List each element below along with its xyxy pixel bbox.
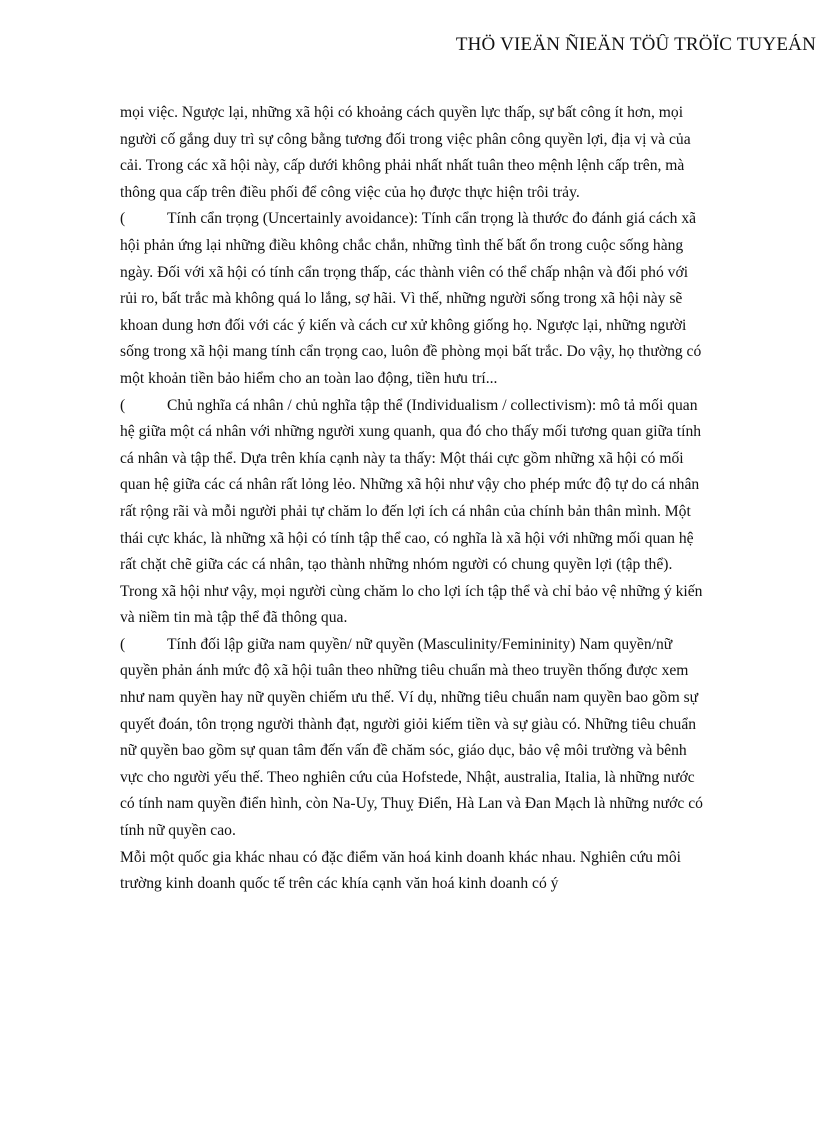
document-body — [120, 100, 705, 898]
bullet-marker: ( — [120, 635, 126, 653]
paragraph-masculinity — [120, 632, 705, 845]
bullet-marker: ( — [120, 210, 126, 228]
page-header: THÖ VIEÄN ÑIEÄN TÖÛ TRÖÏC TUYEÁN — [455, 34, 816, 55]
paragraph-intro: mọi việc. Ngược lại, những xã hội có khoảng cách quyền lực thấp, sự bất công ít hơn, mọi người cố gắng duy trì sự công bằng tương đối trong việc phân công quyền lợi, địa vị và của cải. Trong các xã hội này, cấp dưới không phải nhất nhất tuân theo mệnh lệnh cấp trên, mà thông qua cấp trên điều phối để công việc của họ được thực hiện trôi trảy. — [120, 104, 691, 201]
paragraph-uncertainty-avoidance — [120, 206, 705, 392]
bullet-marker: ( — [120, 396, 126, 414]
bullet-text: Tính đối lập giữa nam quyền/ nữ quyền (Masculinity/Femininity) Nam quyền/nữ quyền phản ánh mức độ xã hội tuân theo những tiêu chuẩn mà theo truyền thống được xem như nam quyền hay nữ quyền chiếm ưu thế. Ví dụ, những tiêu chuẩn nam quyền bao gồm sự quyết đoán, tôn trọng người thành đạt, người giỏi kiếm tiền và sự giàu có. Những tiêu chuẩn nữ quyền bao gồm sự quan tâm đến vấn đề chăm sóc, giáo dục, bảo vệ môi trường và bênh vực cho người yếu thế. Theo nghiên cứu của Hofstede, Nhật, australia, Italia, là những nước có tính nam quyền điển hình, còn Na-Uy, Thuỵ Điển, Hà Lan và Đan Mạch là những nước có tính nữ quyền cao. — [120, 635, 703, 840]
bullet-text: Tính cẩn trọng (Uncertainly avoidance): Tính cẩn trọng là thước đo đánh giá cách xã hội phản ứng lại những điều không chắc chắn, những tình thế bất ổn trong cuộc sống hàng ngày. Đối với xã hội có tính cẩn trọng thấp, các thành viên có thể chấp nhận và đối phó với rủi ro, bất trắc mà không quá lo lắng, sợ hãi. Vì thế, những người sống trong xã hội này sẽ khoan dung hơn đối với các ý kiến và cách cư xử không giống họ. Ngược lại, những người sống trong xã hội mang tính cẩn trọng cao, luôn đề phòng mọi bất trắc. Do vậy, họ thường có một khoản tiền bảo hiểm cho an toàn lao động, tiền hưu trí... — [120, 210, 702, 387]
paragraph-conclusion: Mỗi một quốc gia khác nhau có đặc điểm văn hoá kinh doanh khác nhau. Nghiên cứu môi trường kinh doanh quốc tế trên các khía cạnh văn hoá kinh doanh có ý — [120, 848, 682, 893]
paragraph-individualism — [120, 393, 705, 632]
bullet-text: Chủ nghĩa cá nhân / chủ nghĩa tập thể (Individualism / collectivism): mô tả mối quan hệ giữa một cá nhân với những người xung quanh, qua đó cho thấy mối tương quan giữa tính cá nhân và tập thể. Dựa trên khía cạnh này ta thấy: Một thái cực gồm những xã hội có mối quan hệ giữa các cá nhân rất lỏng lẻo. Những xã hội như vậy cho phép mức độ tự do cá nhân rất rộng rãi và mỗi người phải tự chăm lo đến lợi ích cá nhân của chính bản thân mình. Một thái cực khác, là những xã hội có tính tập thể cao, có nghĩa là xã hội với những mối quan hệ rất chặt chẽ giữa các cá nhân, tạo thành những nhóm người có chung quyền lợi (tập thể). Trong xã hội như vậy, mọi người cùng chăm lo cho lợi ích tập thể và chỉ bảo vệ những ý kiến và niềm tin mà tập thể đã thông qua. — [120, 396, 703, 627]
